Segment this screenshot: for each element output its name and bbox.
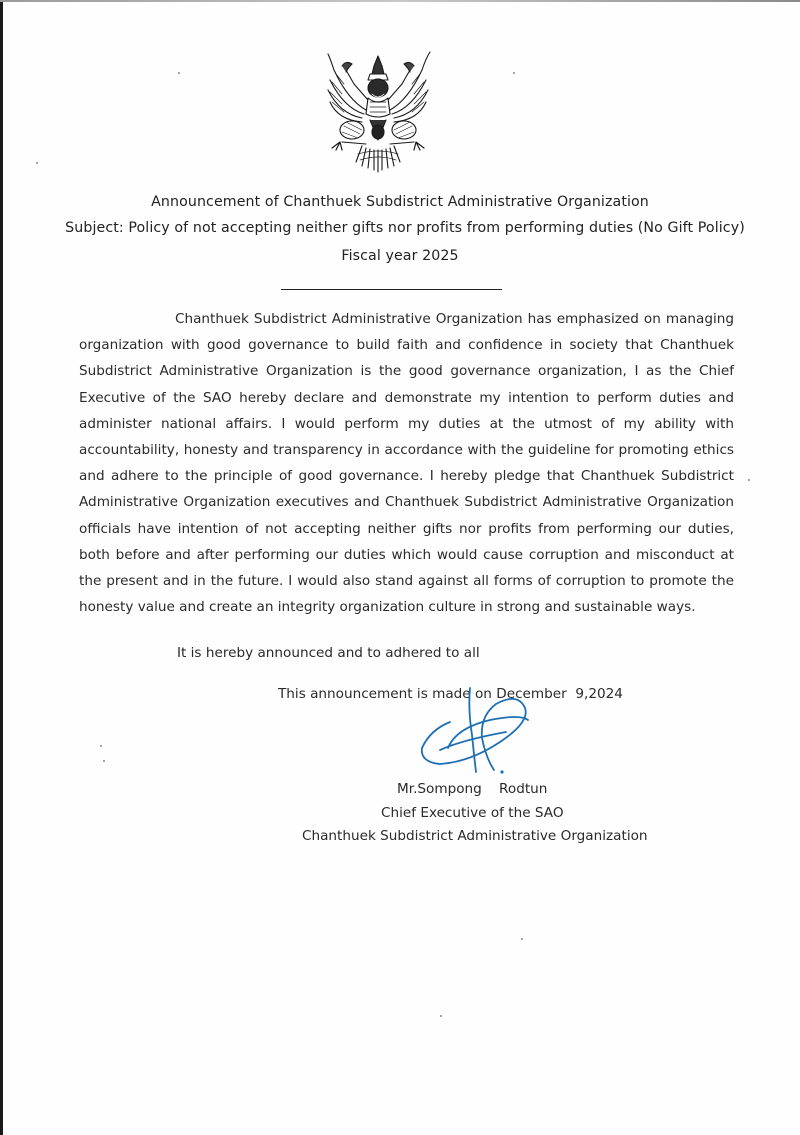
heading-divider: [281, 289, 502, 290]
announcement-title: Announcement of Chanthuek Subdistrict Administrative Organization: [151, 194, 649, 210]
scan-speck: [36, 162, 38, 164]
announcement-date: This announcement is made on December 9,2024: [278, 686, 623, 702]
scan-speck: [513, 72, 515, 74]
fiscal-year: Fiscal year 2025: [341, 248, 459, 264]
scan-edge-top: [0, 0, 800, 2]
scan-speck: [103, 760, 105, 762]
body-paragraph: Chanthuek Subdistrict Administrative Organization has emphasized on managing organization with good governance to build faith and confidence in society that Chanthuek Subdistrict Administrative Organization is the good governance organization, I as the Chief Executive of the SAO hereby declare and demonstrate my intention to perform duties and administer national affairs. I would perform my duties at the utmost of my ability with accountability, honesty and transparency in accordance with the guideline for promoting ethics and adhere to the principle of good governance. I hereby pledge that Chanthuek Subdistrict Administrative Organization executives and Chanthuek Subdistrict Administrative Organization officials have intention of not accepting neither gifts nor profits from performing our duties, both before and after performing our duties which would cause corruption and misconduct at the present and in the future. I would also stand against all forms of corruption to promote the honesty value and create an integrity organization culture in strong and sustainable ways.: [79, 311, 734, 616]
announcement-body: [79, 306, 734, 620]
scan-edge-left: [0, 0, 3, 1135]
scan-speck: [748, 479, 750, 481]
closing-announcement: It is hereby announced and to adhered to all: [177, 645, 480, 661]
scan-speck: [100, 745, 102, 747]
scan-speck: [440, 1015, 442, 1017]
scan-speck: [521, 938, 523, 940]
handwritten-signature-icon: [410, 680, 545, 780]
signatory-title: Chief Executive of the SAO: [381, 805, 564, 821]
signatory-name: Mr.Sompong Rodtun: [397, 781, 548, 797]
signatory-organization: Chanthuek Subdistrict Administrative Organization: [302, 828, 648, 844]
garuda-emblem-icon: [318, 50, 438, 175]
announcement-subject: Subject: Policy of not accepting neither gifts nor profits from performing duties (No Gift Policy): [65, 220, 745, 236]
scan-speck: [178, 72, 180, 74]
